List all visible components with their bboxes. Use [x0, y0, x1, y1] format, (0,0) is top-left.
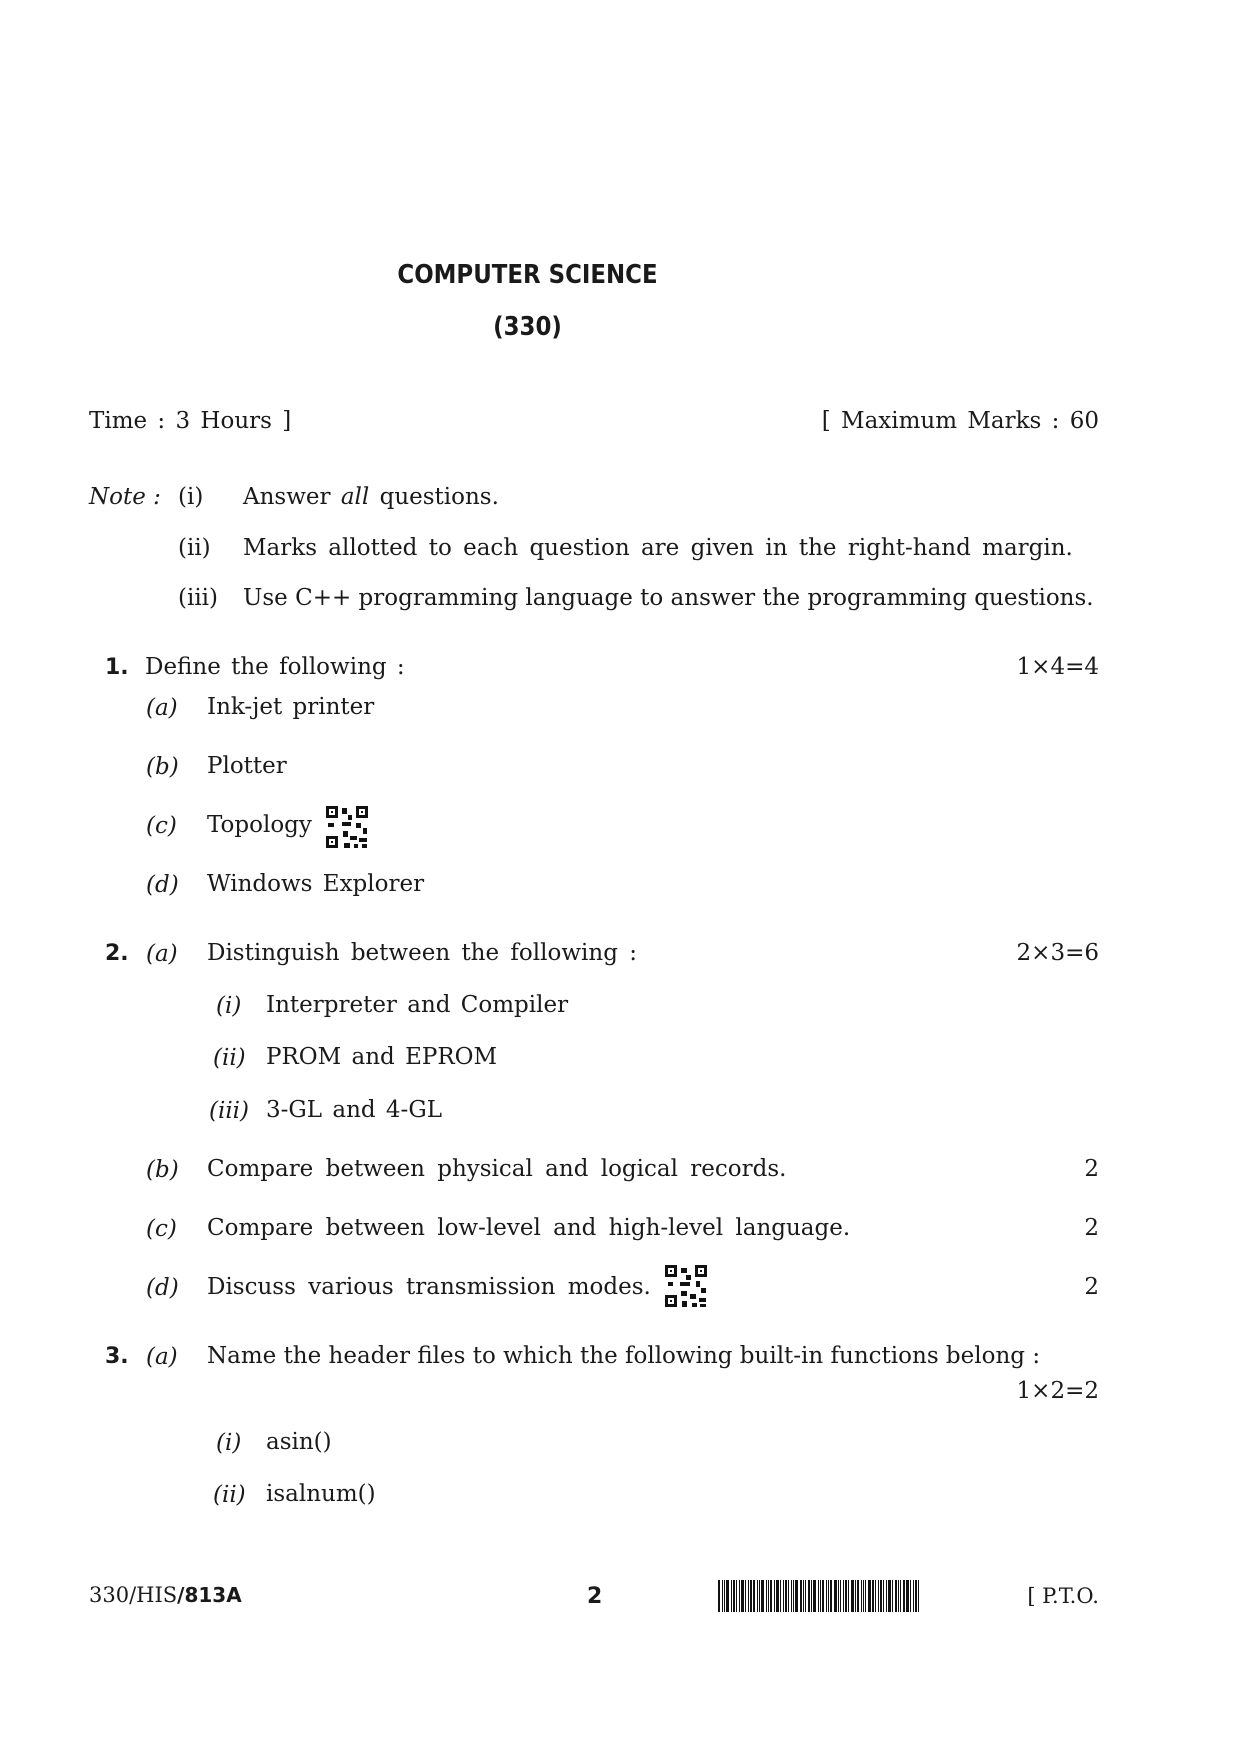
barcode-bar: [818, 1580, 819, 1612]
barcode-bar: [822, 1580, 824, 1612]
barcode-bar: [718, 1580, 720, 1612]
sub-part-text: Interpreter and Compiler: [266, 992, 569, 1018]
time-allowed: Time : 3 Hours ]: [89, 408, 292, 434]
barcode-bar: [808, 1580, 810, 1612]
barcode-bar: [750, 1580, 752, 1612]
barcode-bar: [886, 1580, 887, 1612]
barcode-bar: [863, 1580, 864, 1612]
barcode-bar: [791, 1580, 792, 1612]
barcode-bar: [826, 1580, 827, 1612]
note-label: Note :: [89, 484, 161, 510]
barcode-bar: [759, 1580, 760, 1612]
question-marks: 1×2=2: [1016, 1378, 1099, 1404]
barcode-bar: [851, 1580, 854, 1612]
barcode-bar: [913, 1580, 914, 1612]
question-number: 2.: [105, 941, 129, 966]
part-text: Discuss various transmission modes.: [207, 1274, 651, 1300]
barcode-bar: [739, 1580, 740, 1612]
barcode-bar: [906, 1580, 909, 1612]
barcode-bar: [768, 1580, 769, 1612]
note-item-text: Use C++ programming language to answer the programming questions.: [243, 585, 1094, 611]
paper-code-suffix: /813A: [177, 1583, 242, 1607]
barcode-icon: [718, 1580, 921, 1612]
part-label: (d): [146, 1275, 179, 1301]
barcode-bar: [865, 1580, 866, 1612]
barcode-bar: [918, 1580, 919, 1612]
note-item-text: Marks allotted to each question are given in the right-hand margin.: [243, 535, 1073, 561]
barcode-bar: [800, 1580, 802, 1612]
part-marks: 2: [1084, 1156, 1099, 1182]
barcode-bar: [875, 1580, 876, 1612]
barcode-bar: [915, 1580, 917, 1612]
question-number: 1.: [105, 655, 129, 680]
part-text: Ink-jet printer: [207, 694, 375, 720]
barcode-bar: [900, 1580, 901, 1612]
barcode-bar: [731, 1580, 732, 1612]
question-marks: 2×3=6: [1016, 940, 1099, 966]
barcode-bar: [898, 1580, 899, 1612]
barcode-bar: [788, 1580, 789, 1612]
part-label: (c): [146, 1216, 177, 1242]
barcode-bar: [813, 1580, 816, 1612]
part-label: (c): [146, 813, 177, 839]
barcode-bar: [855, 1580, 856, 1612]
barcode-bar: [805, 1580, 806, 1612]
barcode-bar: [868, 1580, 871, 1612]
barcode-bar: [840, 1580, 841, 1612]
part-label: (b): [146, 1157, 179, 1183]
barcode-bar: [793, 1580, 794, 1612]
pto-label: [ P.T.O.: [1027, 1584, 1099, 1608]
part-label: (d): [146, 872, 179, 898]
barcode-bar: [776, 1580, 779, 1612]
barcode-bar: [838, 1580, 839, 1612]
barcode-bar: [761, 1580, 764, 1612]
barcode-bar: [724, 1580, 725, 1612]
barcode-bar: [910, 1580, 911, 1612]
barcode-bar: [828, 1580, 829, 1612]
part-label: (b): [146, 754, 179, 780]
part-text: Compare between physical and logical records.: [207, 1156, 787, 1182]
maximum-marks: [ Maximum Marks : 60: [821, 408, 1099, 434]
barcode-bar: [861, 1580, 862, 1612]
part-text: Topology: [207, 812, 312, 838]
paper-code-footer: [89, 1585, 242, 1606]
barcode-bar: [892, 1580, 893, 1612]
barcode-bar: [830, 1580, 832, 1612]
barcode-bar: [857, 1580, 859, 1612]
sub-part-label: (ii): [213, 1045, 246, 1071]
barcode-bar: [811, 1580, 812, 1612]
question-number: 3.: [105, 1344, 129, 1369]
barcode-bar: [820, 1580, 821, 1612]
barcode-bar: [872, 1580, 874, 1612]
barcode-bar: [757, 1580, 758, 1612]
barcode-bar: [795, 1580, 798, 1612]
part-text: Compare between low-level and high-level language.: [207, 1215, 851, 1241]
barcode-bar: [741, 1580, 744, 1612]
barcode-bar: [878, 1580, 879, 1612]
sub-part-text: asin(): [266, 1429, 332, 1455]
barcode-bar: [753, 1580, 755, 1612]
sub-part-text: isalnum(): [266, 1481, 376, 1507]
paper-subject-title: COMPUTER SCIENCE: [397, 260, 658, 290]
barcode-bar: [803, 1580, 804, 1612]
qr-code-icon: [665, 1265, 707, 1307]
sub-part-label: (i): [216, 1430, 242, 1456]
sub-part-text: PROM and EPROM: [266, 1044, 498, 1070]
barcode-bar: [733, 1580, 735, 1612]
barcode-bar: [780, 1580, 781, 1612]
qr-code-icon: [326, 806, 368, 848]
part-marks: 2: [1084, 1215, 1099, 1241]
note-item-text: [243, 486, 499, 509]
barcode-bar: [843, 1580, 844, 1612]
sub-part-label: (ii): [213, 1482, 246, 1508]
part-text: Distinguish between the following :: [207, 940, 637, 966]
barcode-bar: [745, 1580, 746, 1612]
note-item-number: (iii): [178, 585, 219, 611]
sub-part-label: (i): [216, 993, 242, 1019]
barcode-bar: [766, 1580, 767, 1612]
barcode-bar: [895, 1580, 897, 1612]
note-text-post: questions.: [369, 484, 499, 510]
barcode-bar: [834, 1580, 837, 1612]
barcode-bar: [848, 1580, 849, 1612]
paper-code: (330): [493, 312, 562, 342]
barcode-bar: [888, 1580, 891, 1612]
part-text: Plotter: [207, 753, 287, 779]
barcode-bar: [726, 1580, 729, 1612]
page-number: 2: [587, 1584, 603, 1609]
part-label: (a): [146, 1344, 178, 1370]
note-text-emphasis: all: [340, 484, 370, 510]
part-marks: 2: [1084, 1274, 1099, 1300]
barcode-bar: [722, 1580, 723, 1612]
barcode-bar: [736, 1580, 737, 1612]
barcode-bar: [770, 1580, 772, 1612]
barcode-bar: [903, 1580, 905, 1612]
part-label: (a): [146, 695, 178, 721]
paper-code-prefix: 330/HIS: [89, 1583, 178, 1607]
note-text-pre: Answer: [243, 484, 341, 510]
barcode-bar: [748, 1580, 749, 1612]
barcode-bar: [774, 1580, 775, 1612]
part-text: Windows Explorer: [207, 871, 425, 897]
sub-part-text: 3-GL and 4-GL: [266, 1097, 442, 1123]
note-item-number: (ii): [178, 535, 211, 561]
note-item-number: (i): [178, 484, 204, 510]
part-text: Name the header files to which the following built-in functions belong :: [207, 1343, 1041, 1369]
question-marks: 1×4=4: [1016, 654, 1099, 680]
barcode-bar: [883, 1580, 884, 1612]
barcode-bar: [785, 1580, 787, 1612]
barcode-bar: [845, 1580, 847, 1612]
sub-part-label: (iii): [209, 1098, 250, 1124]
barcode-bar: [880, 1580, 882, 1612]
part-label: (a): [146, 941, 178, 967]
question-text: Define the following :: [145, 654, 405, 680]
barcode-bar: [783, 1580, 784, 1612]
